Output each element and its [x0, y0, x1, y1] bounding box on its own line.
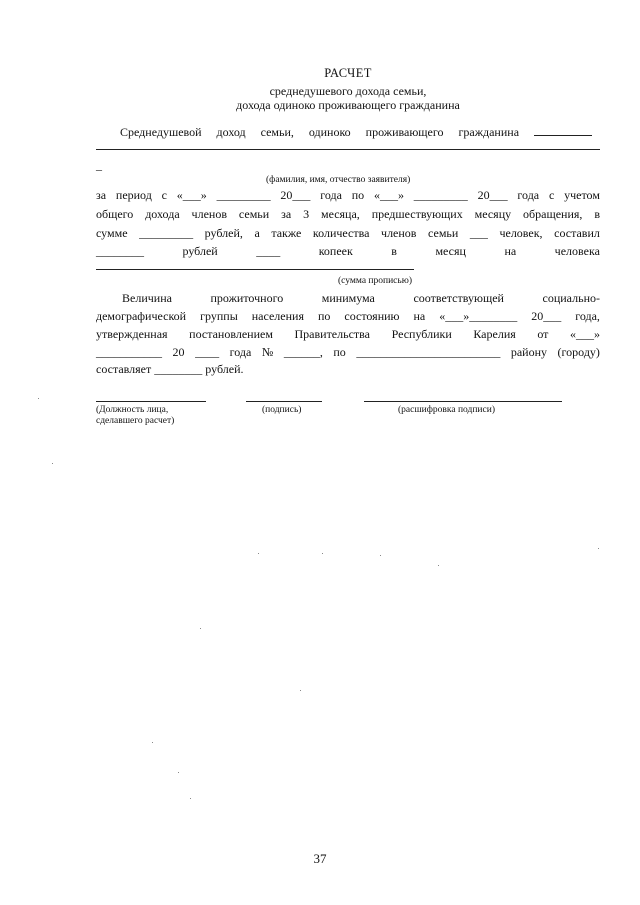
sum-word: членов — [381, 226, 417, 240]
demographic-word: населения — [251, 309, 304, 323]
applicant-blank — [534, 124, 592, 136]
state-date-blank: «___»________ — [439, 309, 518, 323]
intro-word: Среднедушевой — [120, 125, 202, 139]
period-word: с — [161, 188, 167, 202]
intro-word: проживающего — [365, 125, 444, 139]
position-line — [96, 401, 206, 402]
period-line — [96, 188, 600, 203]
intro-word: одиноко — [308, 125, 351, 139]
approved-word: Карелия — [473, 327, 516, 341]
months-count: 3 — [303, 207, 310, 221]
sum-blank: _________ — [139, 226, 194, 240]
district-word: (городу) — [557, 345, 600, 359]
scan-speck — [300, 690, 301, 691]
district-word: № — [261, 345, 274, 359]
period-start-day: «___» — [176, 188, 207, 202]
income-word: месяцу — [474, 207, 512, 221]
district-word: району — [510, 345, 548, 359]
scan-speck — [52, 463, 53, 464]
amount-word: рублей. — [205, 362, 244, 376]
intro-word: семьи, — [260, 125, 294, 139]
district-word: 20 — [172, 345, 185, 359]
scan-speck — [200, 628, 201, 629]
period-word: с — [548, 188, 555, 202]
rubles-word: месяц — [435, 244, 466, 258]
scan-speck — [322, 553, 323, 554]
period-end-day: «___» — [373, 188, 404, 202]
sum-word: а — [254, 226, 260, 240]
minimum-line — [122, 291, 600, 306]
intro-word: доход — [216, 125, 246, 139]
decree-year-blank: ____ — [195, 345, 220, 359]
minimum-word: минимума — [321, 291, 375, 305]
scan-speck — [598, 548, 599, 549]
approved-word: утвержденная — [96, 327, 168, 341]
income-word: в — [594, 207, 600, 221]
sum-word: количества — [312, 226, 370, 240]
scan-speck — [438, 565, 439, 566]
sum-word: человек, — [499, 226, 543, 240]
caption-position-2: сделавшего расчет) — [96, 416, 175, 426]
members-blank: ___ — [469, 226, 488, 240]
demographic-word: на — [413, 309, 426, 323]
demographic-word: группы — [200, 309, 238, 323]
period-word: по — [351, 188, 365, 202]
amount-blank: ________ — [154, 362, 203, 376]
district-name-blank: ________________________ — [356, 345, 501, 359]
document-subtitle-1: среднедушевого дохода семьи, — [269, 84, 427, 98]
approved-line — [96, 327, 600, 342]
district-word: года — [229, 345, 252, 359]
approved-word: от — [537, 327, 549, 341]
sum-word: также — [271, 226, 302, 240]
sum-in-words-line — [96, 269, 414, 270]
scan-speck — [152, 742, 153, 743]
income-word: семьи — [238, 207, 270, 221]
caption-applicant-name: (фамилия, имя, отчество заявителя) — [266, 175, 411, 185]
caption-transcript: (расшифровка подписи) — [398, 405, 495, 415]
sum-word: сумме — [96, 226, 128, 240]
period-word: период — [115, 188, 152, 202]
minimum-word: прожиточного — [210, 291, 284, 305]
income-word: дохода — [145, 207, 180, 221]
demographic-word: по — [317, 309, 331, 323]
document-subtitle-2: дохода одиноко проживающего гражданина — [236, 98, 460, 112]
scan-speck — [38, 398, 39, 399]
signature-line — [246, 401, 322, 402]
scan-speck — [380, 555, 381, 556]
minimum-word: Величина — [122, 291, 172, 305]
approved-word: постановлением — [189, 327, 273, 341]
applicant-name-line — [96, 149, 600, 150]
income-word: предшествующих — [371, 207, 463, 221]
approved-word: Правительства — [294, 327, 370, 341]
caption-sum-in-words: (сумма прописью) — [338, 276, 412, 286]
income-word: за — [281, 207, 292, 221]
page-number: 37 — [313, 851, 327, 866]
sum-word: семьи — [428, 226, 459, 240]
intro-word: гражданина — [458, 125, 520, 139]
district-line — [96, 345, 600, 360]
underscore-mark: _ — [96, 158, 102, 172]
period-word: за — [96, 188, 107, 202]
income-word: общего — [96, 207, 134, 221]
document-title: РАСЧЕТ — [324, 66, 372, 80]
rubles-blank: ________ — [96, 244, 144, 258]
rubles-word: на — [504, 244, 517, 258]
sum-word: рублей, — [204, 226, 243, 240]
decree-number-blank: ______, — [283, 345, 323, 359]
scan-speck — [178, 772, 179, 773]
state-year-blank: 20___ — [531, 309, 562, 323]
decree-day-blank: «___» — [569, 327, 600, 341]
caption-position: (Должность лица, — [96, 405, 169, 415]
demographic-word: демографической — [96, 309, 187, 323]
period-end-month: _________ — [413, 188, 468, 202]
scan-speck — [190, 798, 191, 799]
minimum-word: социально- — [542, 291, 600, 305]
income-word: месяца, — [320, 207, 360, 221]
rubles-line — [96, 244, 600, 259]
amount-word: составляет — [96, 362, 152, 376]
sum-word: составил — [554, 226, 600, 240]
demographic-word: года, — [575, 309, 600, 323]
district-word: по — [333, 345, 346, 359]
demographic-line — [96, 309, 600, 324]
demographic-word: состоянию — [344, 309, 400, 323]
rubles-word: в — [391, 244, 397, 258]
rubles-word: рублей — [182, 244, 218, 258]
minimum-word: соответствующей — [413, 291, 504, 305]
intro-line — [120, 124, 592, 140]
kopecks-blank: ____ — [256, 244, 281, 258]
income-word: обращения, — [523, 207, 583, 221]
decree-month-blank: ___________ — [96, 345, 162, 359]
rubles-word: копеек — [318, 244, 353, 258]
period-end-year: 20___ — [477, 188, 508, 202]
period-word: года — [517, 188, 540, 202]
caption-signature: (подпись) — [262, 405, 302, 415]
period-word: года — [320, 188, 342, 202]
sum-line — [96, 226, 600, 241]
approved-word: Республики — [391, 327, 452, 341]
transcript-line — [364, 401, 562, 402]
income-word: членов — [191, 207, 227, 221]
rubles-word: человека — [554, 244, 600, 258]
income-line — [96, 207, 600, 222]
amount-line — [96, 362, 600, 377]
period-word: учетом — [564, 188, 600, 202]
period-start-month: _________ — [216, 188, 271, 202]
scan-speck — [258, 553, 259, 554]
period-start-year: 20___ — [280, 188, 311, 202]
